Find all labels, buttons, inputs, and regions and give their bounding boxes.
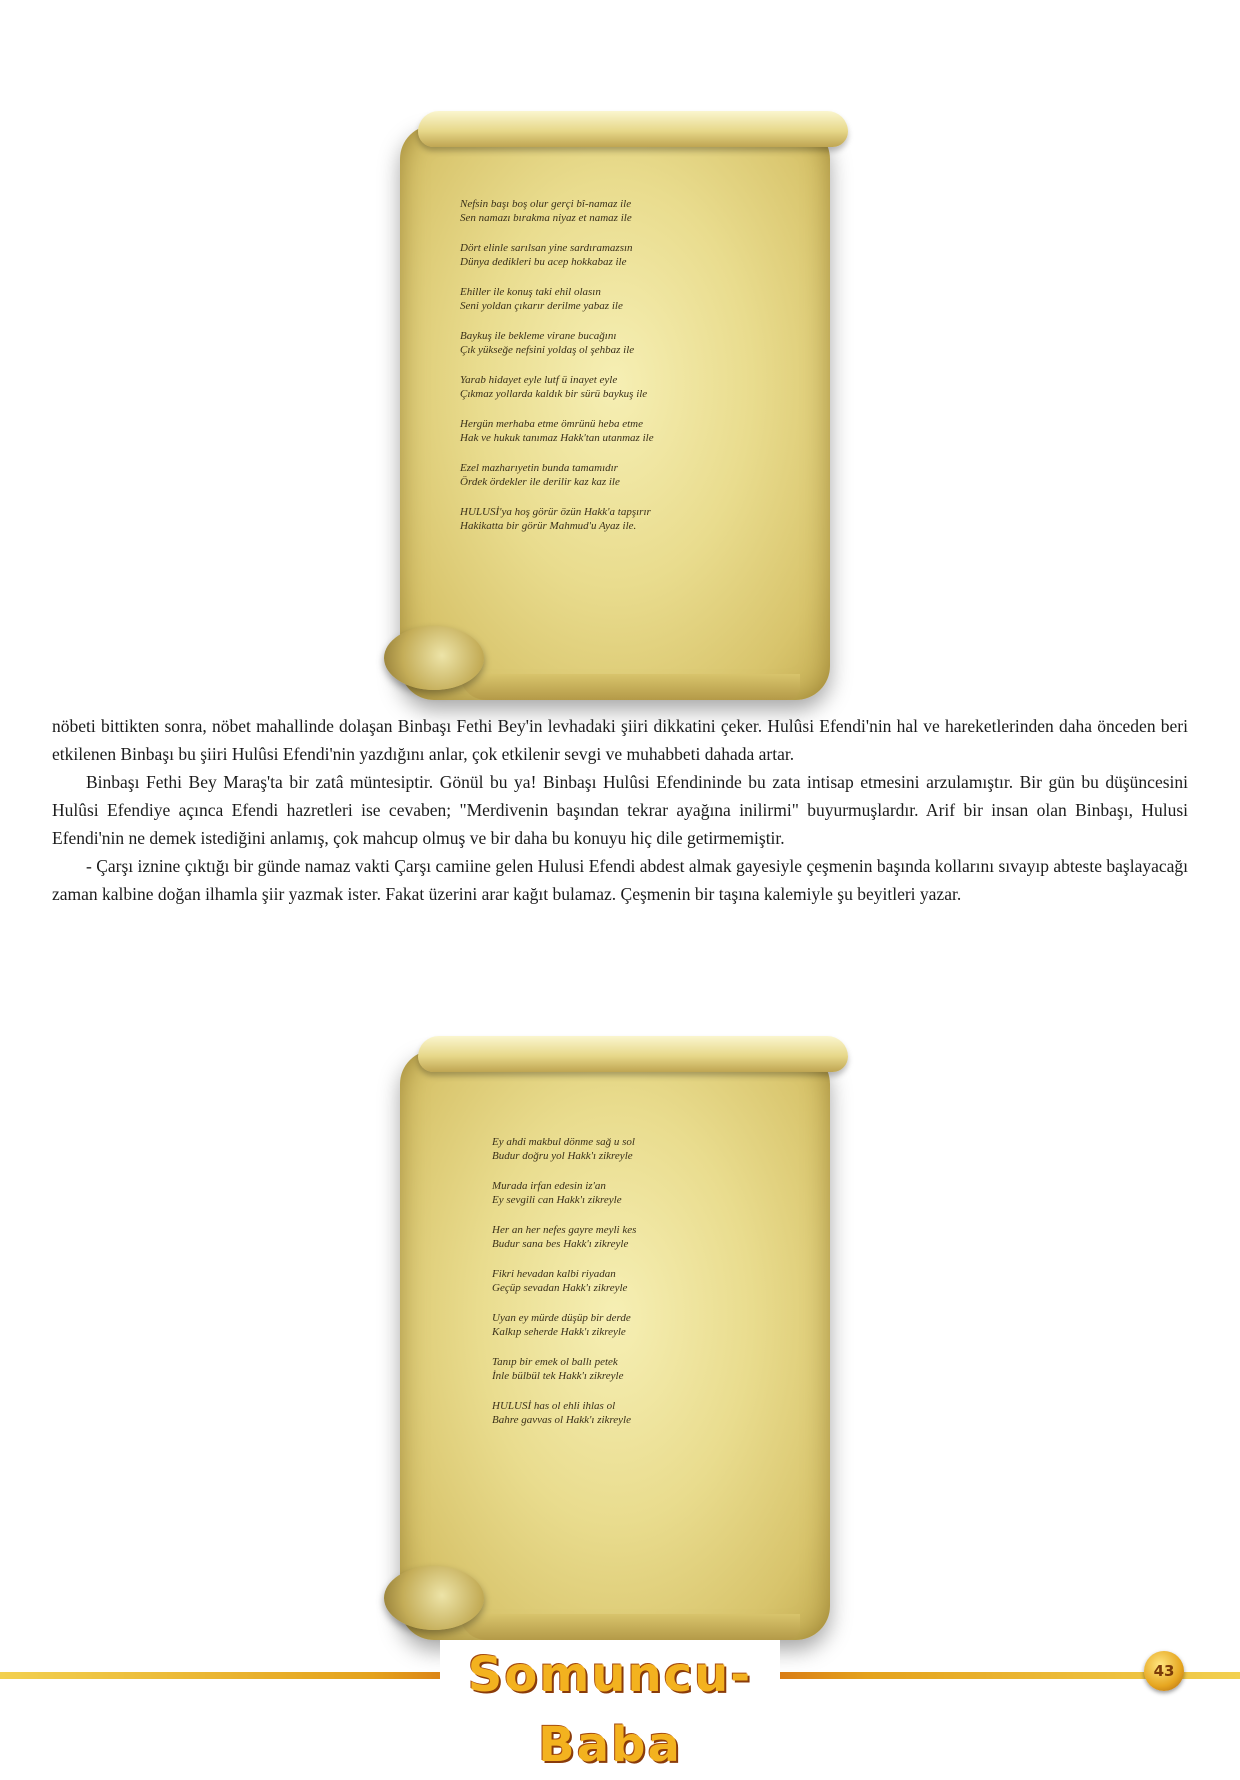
- poem-stanza: Baykuş ile bekleme virane bucağını Çık yükseğe nefsini yoldaş ol şehbaz ile: [460, 330, 635, 356]
- poem-stanza: Fikri hevadan kalbi riyadan Geçüp sevadan Hakk'ı zikreyle: [492, 1268, 628, 1294]
- body-text: [52, 712, 1188, 908]
- paragraph-1: nöbeti bittikten sonra, nöbet mahallinde dolaşan Binbaşı Fethi Bey'in levhadaki şiiri dikkatini çeker. Hulûsi Efendi'nin hal ve hareketlerinden daha önceden beri etkilenen Binbaşı bu şiiri Hulûsi Efendi'nin yazdığını anlar, çok etkilenir sevgi ve muhabbeti dahada artar.: [52, 716, 1188, 764]
- poem-stanza: Nefsin başı boş olur gerçi bî-namaz ile Sen namazı bırakma niyaz et namaz ile: [460, 198, 632, 224]
- poem-stanza: Yarab hidayet eyle lutf ü inayet eyle Çıkmaz yollarda kaldık bir sürü baykuş ile: [460, 374, 648, 400]
- poem-scroll-1: [400, 125, 830, 700]
- poem-stanza: Ehiller ile konuş taki ehil olasın Seni yoldan çıkarır derilme yabaz ile: [460, 286, 623, 312]
- poem-stanza: Ey ahdi makbul dönme sağ u sol Budur doğru yol Hakk'ı zikreyle: [492, 1136, 635, 1162]
- scroll-top-curl: [418, 111, 848, 147]
- footer-title: Somuncu-Baba: [440, 1640, 780, 1780]
- poem-stanza: Her an her nefes gayre meyli kes Budur sana bes Hakk'ı zikreyle: [492, 1224, 637, 1250]
- poem-stanza: Tanıp bir emek ol ballı petek İnle bülbül tek Hakk'ı zikreyle: [492, 1356, 624, 1382]
- poem-stanza: Murada irfan edesin iz'an Ey sevgili can Hakk'ı zikreyle: [492, 1180, 622, 1206]
- poem-stanza: Ezel mazharıyetin bunda tamamıdır Ördek ördekler ile derilir kaz kaz ile: [460, 462, 620, 488]
- page-number: 43: [1144, 1651, 1184, 1691]
- poem-stanza: HULUSİ'ya hoş görür özün Hakk'a tapşırır Hakikatta bir görür Mahmud'u Ayaz ile.: [460, 506, 651, 532]
- poem-1: [460, 197, 780, 549]
- poem-stanza: Uyan ey mürde düşüp bir derde Kalkıp seherde Hakk'ı zikreyle: [492, 1312, 631, 1338]
- poem-scroll-2: [400, 1050, 830, 1640]
- scroll-top-curl: [418, 1036, 848, 1072]
- poem-stanza: Hergün merhaba etme ömrünü heba etme Hak ve hukuk tanımaz Hakk'tan utanmaz ile: [460, 418, 654, 444]
- paragraph-3: - Çarşı iznine çıktığı bir günde namaz vakti Çarşı camiine gelen Hulusi Efendi abdest almak gayesiyle çeşmenin başında kollarını sıvayıp abteste başlayacağı zaman kalbine doğan ilhamla şiir yazmak ister. Fakat üzerini arar kağıt bulamaz. Çeşmenin bir taşına kalemiyle şu beyitleri yazar.: [52, 856, 1188, 904]
- poem-2: [492, 1135, 780, 1443]
- scroll-bottom-curl: [384, 1566, 484, 1630]
- poem-stanza: HULUSİ has ol ehli ihlas ol Bahre gavvas ol Hakk'ı zikreyle: [492, 1400, 631, 1426]
- scroll-bottom-edge: [460, 1614, 800, 1640]
- poem-stanza: Dört elinle sarılsan yine sardıramazsın Dünya dedikleri bu acep hokkabaz ile: [460, 242, 633, 268]
- scroll-bottom-curl: [384, 626, 484, 690]
- scroll-bottom-edge: [460, 674, 800, 700]
- paragraph-2: Binbaşı Fethi Bey Maraş'ta bir zatâ müntesiptir. Gönül bu ya! Binbaşı Hulûsi Efendininde bu zata intisap etmesini arzulamıştır. Bir gün bu düşüncesini Hulûsi Efendiye açınca Efendi hazretleri ise cevaben; "Merdivenin başından tekrar ayağına inilirmi" buyurmuşlardır. Arif bir insan olan Binbaşı, Hulusi Efendi'nin ne demek istediğini anlamış, çok mahcup olmuş ve bir daha bu konuyu hiç dile getirmemiştir.: [52, 772, 1188, 848]
